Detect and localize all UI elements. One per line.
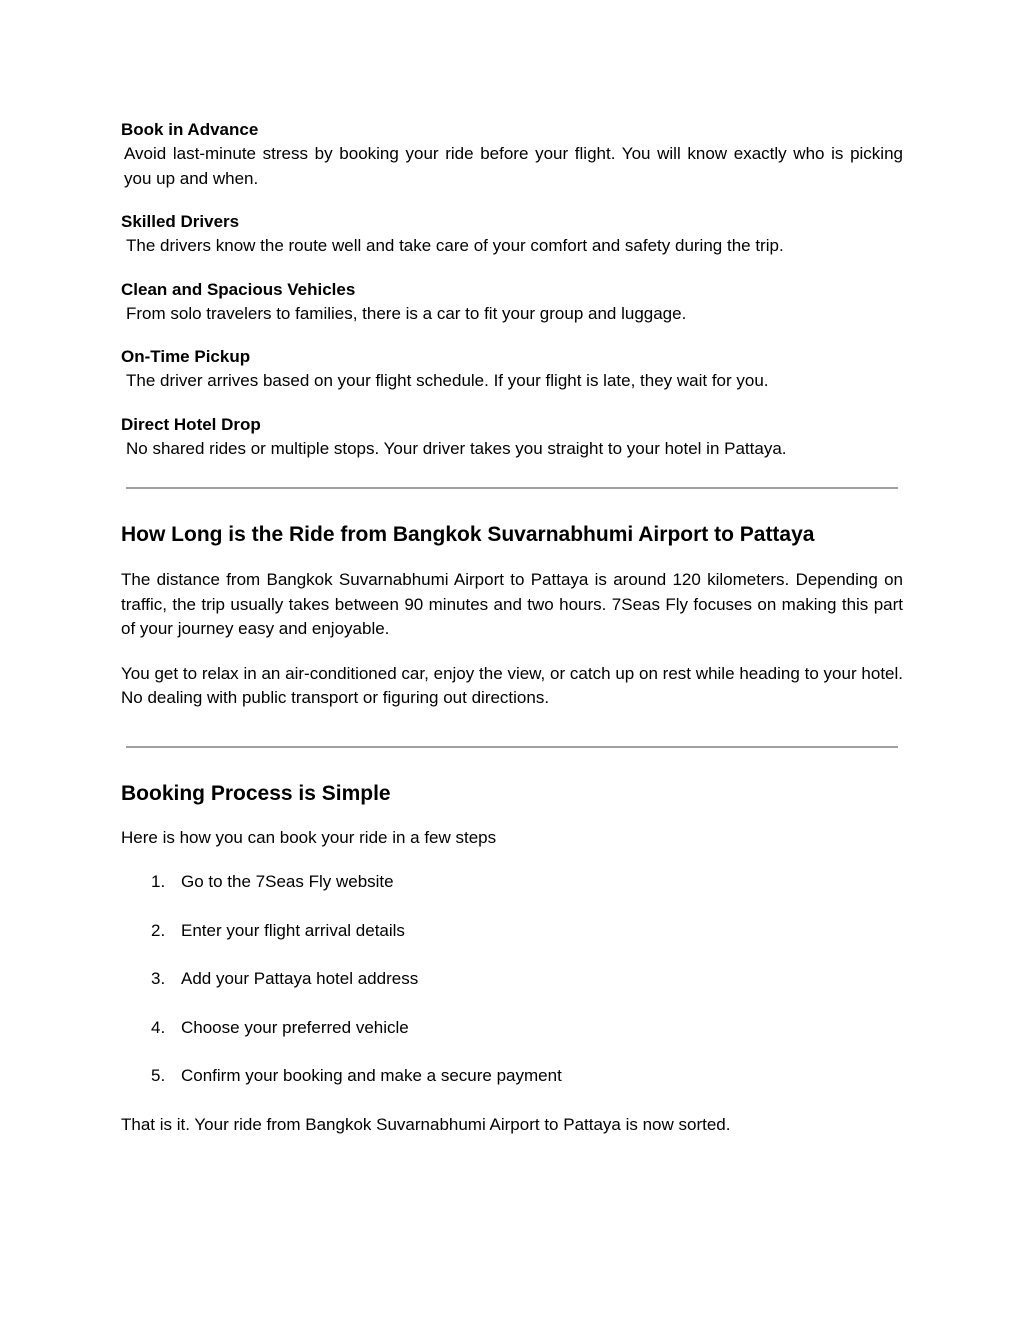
list-item xyxy=(121,1064,903,1088)
feature-description: No shared rides or multiple stops. Your driver takes you straight to your hotel in Pattaya. xyxy=(126,438,787,458)
feature-direct-hotel-drop xyxy=(121,413,903,462)
list-item xyxy=(121,919,903,943)
list-item xyxy=(121,870,903,894)
document-page xyxy=(121,118,903,1137)
list-item xyxy=(121,967,903,991)
ride-section-heading: How Long is the Ride from Bangkok Suvarnabhumi Airport to Pattaya xyxy=(121,523,815,546)
feature-skilled-drivers xyxy=(121,210,903,259)
step-number: 2. xyxy=(151,920,166,940)
feature-clean-spacious-vehicles xyxy=(121,278,903,327)
step-text: Confirm your booking and make a secure payment xyxy=(181,1066,562,1085)
step-number: 4. xyxy=(151,1017,166,1037)
feature-description: From solo travelers to families, there is a car to fit your group and luggage. xyxy=(126,303,687,323)
feature-description: The driver arrives based on your flight schedule. If your flight is late, they wait for you. xyxy=(126,371,769,390)
ride-paragraph-relax: You get to relax in an air-conditioned car, enjoy the view, or catch up on rest while heading to your hotel. No dealing with public transport or figuring out directions. xyxy=(121,663,903,707)
step-text: Enter your flight arrival details xyxy=(181,920,405,940)
feature-description: The drivers know the route well and take care of your comfort and safety during the trip. xyxy=(126,236,784,255)
section-divider xyxy=(126,746,898,748)
booking-section-heading: Booking Process is Simple xyxy=(121,781,391,805)
feature-description: Avoid last-minute stress by booking your ride before your flight. You will know exactly who is picking you up and when. xyxy=(124,144,903,188)
booking-intro: Here is how you can book your ride in a few steps xyxy=(121,827,497,847)
feature-title: Clean and Spacious Vehicles xyxy=(121,279,356,299)
feature-on-time-pickup xyxy=(121,345,903,394)
booking-steps-list xyxy=(121,870,903,1088)
step-text: Choose your preferred vehicle xyxy=(181,1017,409,1037)
feature-title: On-Time Pickup xyxy=(121,347,251,366)
ride-paragraph-distance: The distance from Bangkok Suvarnabhumi Airport to Pattaya is around 120 kilometers. Depending on traffic, the trip usually takes between 90 minutes and two hours. 7Seas Fly focuses on making this part of your journey easy and enjoyable. xyxy=(121,570,903,638)
section-divider xyxy=(126,487,898,489)
feature-title: Direct Hotel Drop xyxy=(121,414,261,434)
step-text: Go to the 7Seas Fly website xyxy=(181,872,394,891)
booking-closing-text: That is it. Your ride from Bangkok Suvarnabhumi Airport to Pattaya is now sorted. xyxy=(121,1114,731,1134)
step-text: Add your Pattaya hotel address xyxy=(181,969,419,988)
step-number: 1. xyxy=(151,872,166,891)
list-item xyxy=(121,1016,903,1040)
feature-book-in-advance xyxy=(121,118,903,191)
feature-title: Skilled Drivers xyxy=(121,212,240,231)
step-number: 3. xyxy=(151,969,166,988)
step-number: 5. xyxy=(151,1066,166,1085)
feature-title: Book in Advance xyxy=(121,120,259,139)
